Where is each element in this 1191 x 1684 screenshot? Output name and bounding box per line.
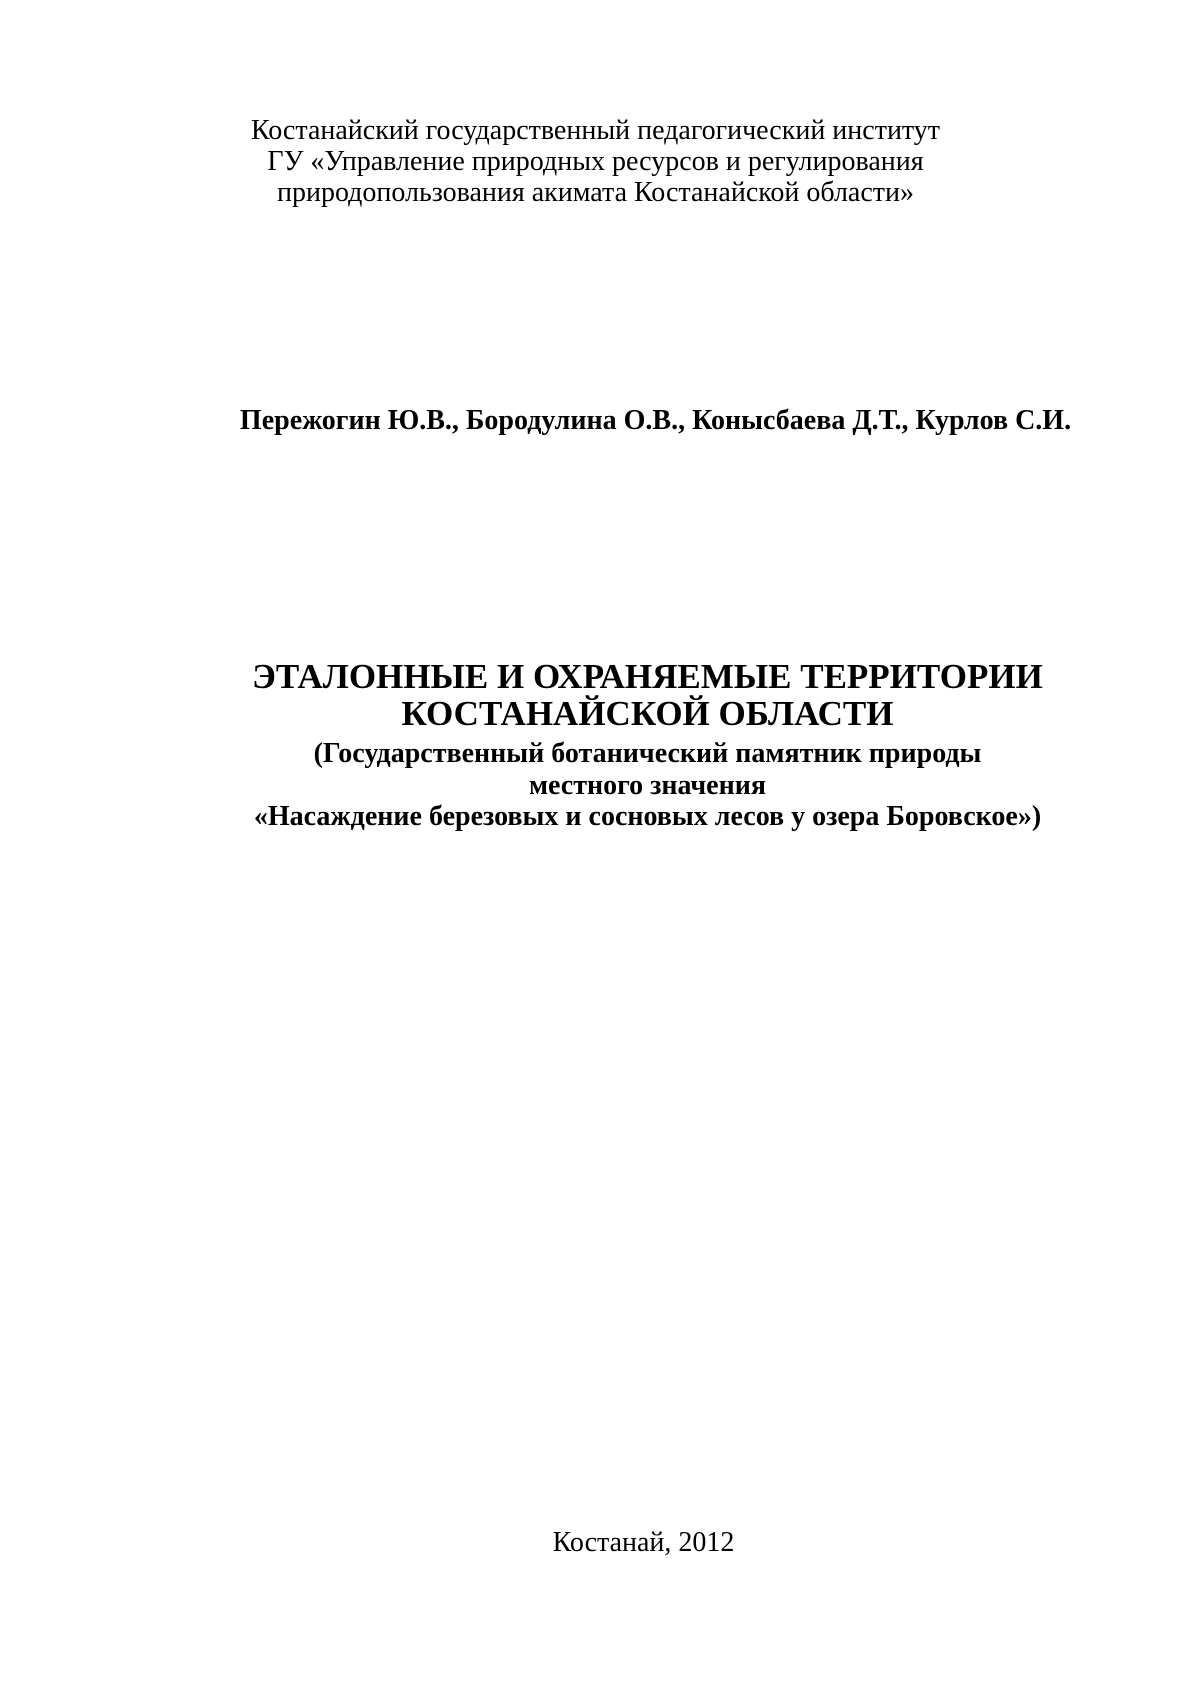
subtitle-line-3: «Насаждение березовых и сосновых лесов у озера Боровское») [253,801,1042,832]
authors-line: Пережогин Ю.В., Бородулина О.В., Конысбаева Д.Т., Курлов С.И. [239,405,1072,436]
institution-line-3: природопользования акимата Костанайской области» [276,177,915,208]
title-line-2: КОСТАНАЙСКОЙ ОБЛАСТИ [401,694,894,733]
subtitle-line-1: (Государственный ботанический памятник природы [313,738,982,769]
institution-line-2: ГУ «Управление природных ресурсов и регулирования [267,146,924,177]
institution-line-1: Костанайский государственный педагогический институт [250,115,941,146]
place-year: Костанай, 2012 [552,1527,735,1558]
subtitle-line-2: местного значения [528,770,767,801]
title-line-1: ЭТАЛОННЫЕ И ОХРАНЯЕМЫЕ ТЕРРИТОРИИ [252,657,1043,696]
